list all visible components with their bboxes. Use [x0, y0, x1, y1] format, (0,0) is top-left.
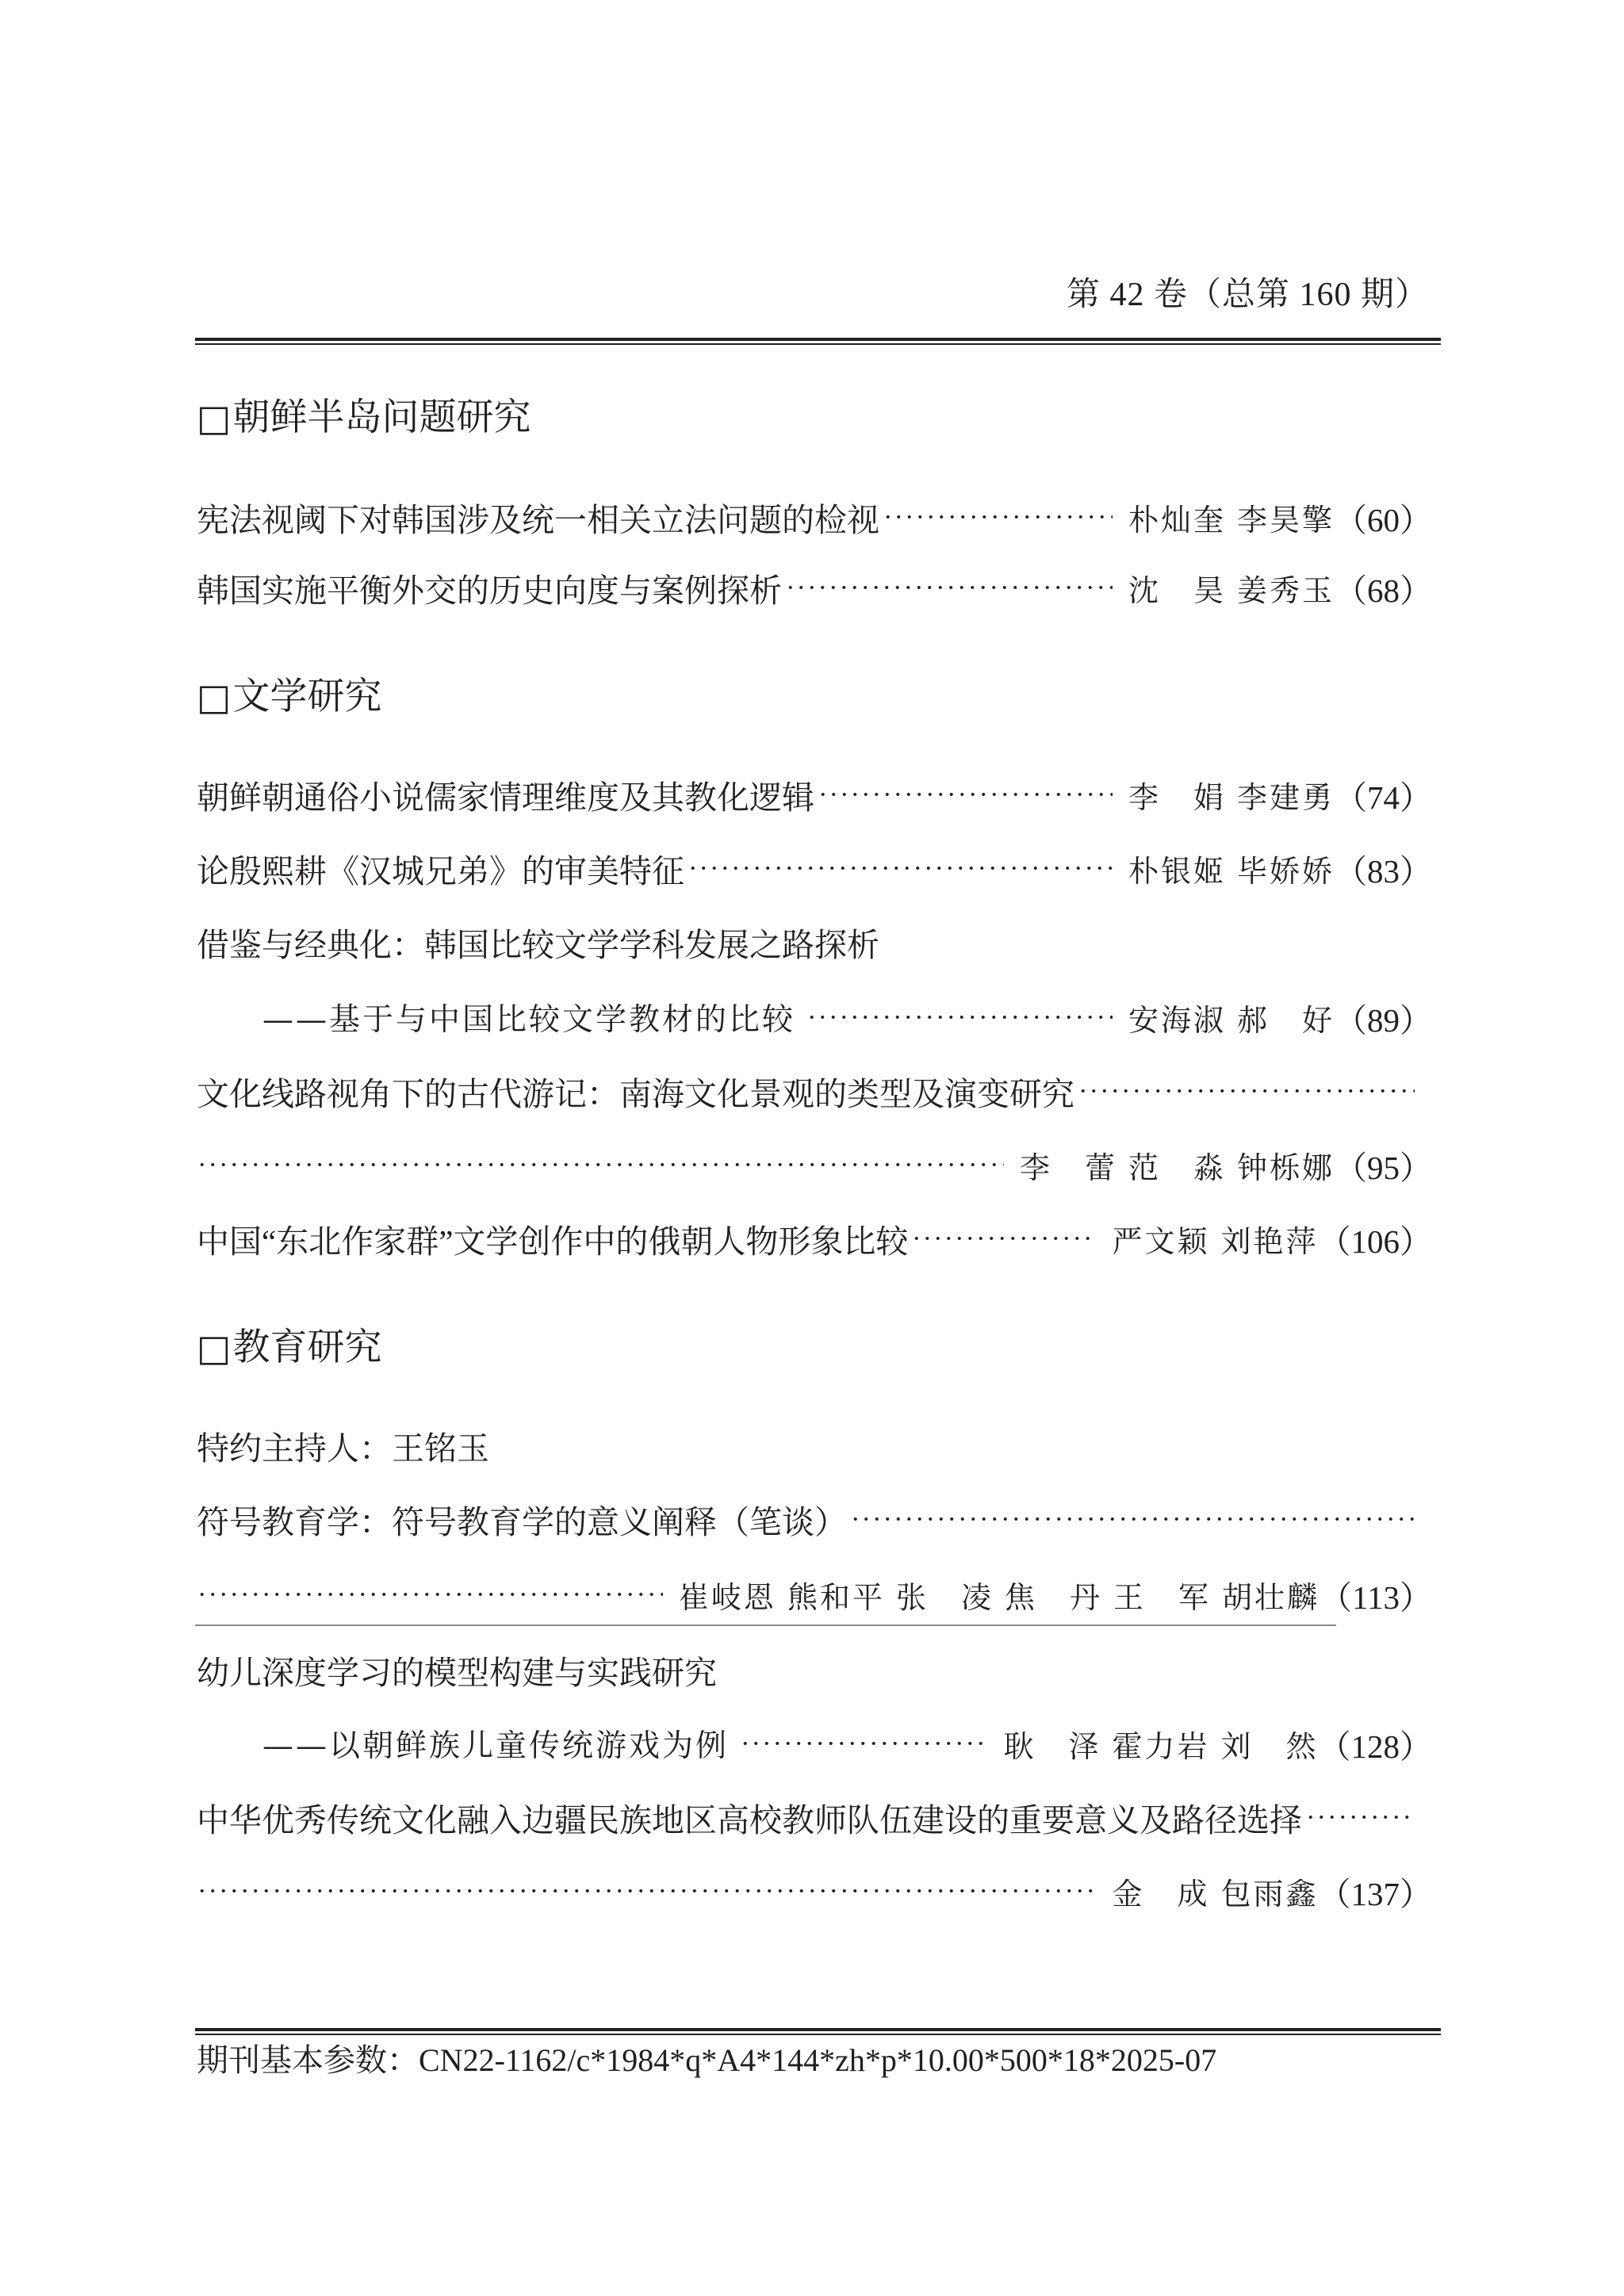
author-name: 李建勇 — [1236, 779, 1335, 815]
toc-entry — [197, 1215, 1432, 1262]
entry-authors — [679, 1573, 1320, 1617]
dot-leader — [688, 844, 1113, 892]
author-name: 朴银姬 — [1128, 853, 1226, 889]
author-name: 郝 好 — [1236, 1002, 1335, 1038]
page-number: （128） — [1318, 1728, 1432, 1765]
dot-leader — [818, 771, 1113, 818]
author-name: 包雨鑫 — [1220, 1876, 1319, 1911]
entry-authors — [1128, 847, 1335, 890]
page-number: （137） — [1318, 1875, 1432, 1912]
entry-authors — [1128, 996, 1335, 1039]
page-number: （95） — [1335, 1149, 1432, 1186]
entry-authors — [1112, 1217, 1318, 1261]
dot-leader — [1305, 1793, 1415, 1841]
entry-authors — [1128, 773, 1335, 817]
entry-authors — [1020, 1143, 1335, 1187]
page-number: （113） — [1320, 1578, 1432, 1616]
section-title: 文学研究 — [232, 675, 382, 718]
page-number: （106） — [1318, 1223, 1432, 1260]
entry-authors — [1112, 1869, 1318, 1913]
author-name: 王 军 — [1113, 1579, 1211, 1615]
entry-authors — [1128, 566, 1335, 610]
dot-leader — [740, 1720, 987, 1767]
entry-title: 符号教育学：符号教育学的意义阐释（笔谈） — [197, 1503, 847, 1540]
toc-entry-continuation — [197, 1571, 1432, 1618]
dot-leader — [197, 1141, 1004, 1188]
dot-leader — [850, 1495, 1415, 1543]
author-name: 安海淑 — [1128, 1002, 1226, 1038]
author-name: 胡壮麟 — [1222, 1579, 1320, 1615]
section-box-marker: □ — [197, 675, 232, 718]
dot-leader — [197, 1867, 1096, 1915]
toc-entry — [197, 1793, 1432, 1841]
dot-leader — [785, 564, 1113, 611]
footer-double-rule — [195, 2028, 1441, 2035]
special-host: 特约主持人：王铭玉 — [197, 1429, 489, 1467]
toc-entry — [197, 844, 1432, 892]
page-number: （68） — [1335, 572, 1432, 609]
page-number: （83） — [1335, 852, 1432, 890]
page-number: （89） — [1335, 1001, 1432, 1039]
author-name: 耿 泽 — [1003, 1728, 1101, 1764]
toc-entry — [197, 1495, 1432, 1543]
entry-title: 朝鲜朝通俗小说儒家情理维度及其教化逻辑 — [197, 779, 814, 816]
section-heading — [197, 1320, 381, 1376]
toc-entry — [197, 1067, 1432, 1115]
section-box-marker: □ — [197, 1326, 232, 1369]
entry-subtitle: ——基于与中国比较文学教材的比较 — [262, 1002, 796, 1038]
author-name: 朴灿奎 — [1128, 502, 1226, 538]
section-title: 朝鲜半岛问题研究 — [232, 396, 531, 439]
page-number: （74） — [1335, 779, 1432, 816]
author-name: 李 娟 — [1128, 779, 1226, 815]
dot-leader — [911, 1215, 1096, 1262]
author-name: 金 成 — [1112, 1876, 1210, 1911]
toc-entry — [197, 493, 1432, 541]
entry-title: 幼儿深度学习的模型构建与实践研究 — [197, 1654, 717, 1691]
author-name: 范 淼 — [1128, 1150, 1226, 1185]
entry-authors — [1128, 496, 1335, 539]
entry-title: 中华优秀传统文化融入边疆民族地区高校教师队伍建设的重要意义及路径选择 — [197, 1801, 1302, 1839]
author-name: 严文颖 — [1112, 1223, 1210, 1259]
entry-authors — [1003, 1722, 1318, 1766]
entry-title: 文化线路视角下的古代游记：南海文化景观的类型及演变研究 — [197, 1075, 1074, 1112]
section-title: 教育研究 — [232, 1326, 382, 1369]
toc-entry — [197, 918, 1432, 966]
dot-leader — [883, 493, 1113, 541]
dot-leader — [806, 993, 1113, 1041]
section-heading — [197, 390, 530, 446]
separator-line — [195, 1624, 1336, 1626]
author-name: 刘 然 — [1220, 1728, 1319, 1764]
entry-title: 宪法视阈下对韩国涉及统一相关立法问题的检视 — [197, 501, 879, 538]
toc-entry — [197, 771, 1432, 818]
entry-title: 论殷熙耕《汉城兄弟》的审美特征 — [197, 852, 684, 890]
page-number: （60） — [1335, 501, 1432, 538]
dot-leader — [197, 1571, 663, 1618]
section-heading — [197, 669, 381, 725]
entry-title: 中国“东北作家群”文学创作中的俄朝人物形象比较 — [197, 1223, 909, 1260]
author-name: 熊和平 — [787, 1579, 885, 1615]
toc-entry-continuation — [197, 1867, 1432, 1915]
author-name: 焦 丹 — [1004, 1579, 1102, 1615]
header-double-rule — [195, 338, 1441, 345]
toc-entry-continuation — [197, 1141, 1432, 1188]
toc-entry-subtitle-line — [262, 993, 1432, 1041]
section-box-marker: □ — [197, 396, 232, 439]
author-name: 钟栎娜 — [1236, 1150, 1335, 1185]
volume-issue-header: 第 42 卷（总第 160 期） — [1066, 277, 1429, 313]
toc-entry — [197, 564, 1432, 611]
author-name: 李昊擎 — [1236, 502, 1335, 538]
entry-title: 韩国实施平衡外交的历史向度与案例探析 — [197, 572, 782, 609]
entry-title: 借鉴与经典化：韩国比较文学学科发展之路探析 — [197, 926, 879, 963]
entry-subtitle: ——以朝鲜族儿童传统游戏为例 — [262, 1728, 730, 1764]
toc-entry — [197, 1646, 1432, 1693]
author-name: 沈 昊 — [1128, 572, 1226, 608]
author-name: 崔岐恩 — [678, 1579, 776, 1615]
author-name: 张 凌 — [895, 1579, 994, 1615]
author-name: 毕娇娇 — [1236, 853, 1335, 889]
special-host-line — [197, 1422, 1432, 1469]
author-name: 霍力岩 — [1112, 1728, 1210, 1764]
journal-parameters: 期刊基本参数：CN22-1162/c*1984*q*A4*144*zh*p*10.00*500*18*2025-07 — [197, 2042, 1217, 2078]
author-name: 姜秀玉 — [1236, 572, 1335, 608]
author-name: 刘艳萍 — [1220, 1223, 1319, 1259]
dot-leader — [1078, 1067, 1415, 1115]
toc-entry-subtitle-line — [262, 1720, 1432, 1767]
author-name: 李 蕾 — [1019, 1150, 1117, 1185]
